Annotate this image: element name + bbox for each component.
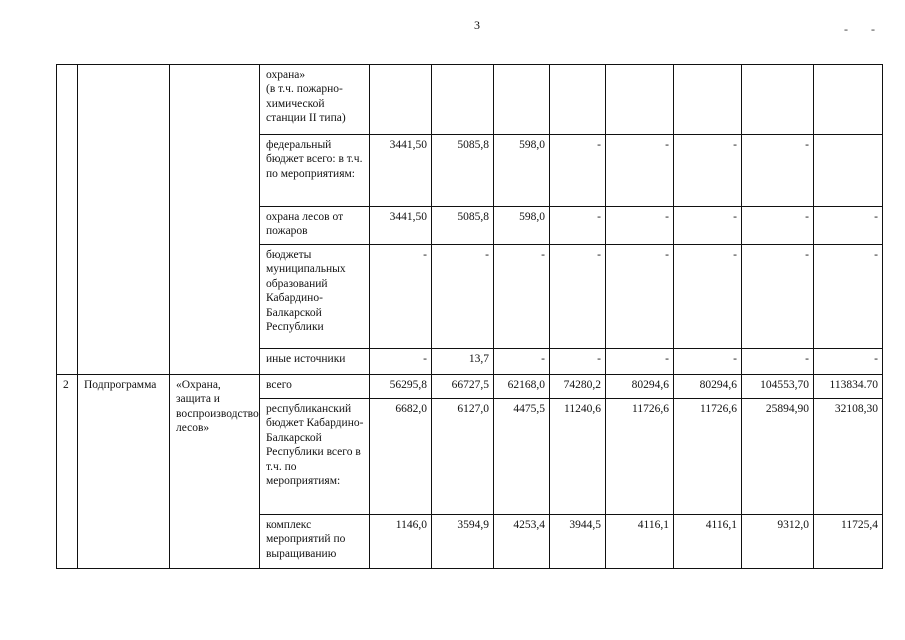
value-cell: - xyxy=(606,349,674,375)
index-cell xyxy=(57,65,78,375)
source-cell: комплекс мероприятий по выращиванию xyxy=(260,515,370,569)
value-cell xyxy=(814,135,883,207)
value-cell: - xyxy=(814,349,883,375)
page-number: 3 xyxy=(474,18,480,32)
subprogram-type: Подпрограмма xyxy=(78,375,170,569)
value-cell: 3594,9 xyxy=(432,515,494,569)
value-cell: - xyxy=(550,135,606,207)
value-cell: 11240,6 xyxy=(550,399,606,515)
value-cell: - xyxy=(494,245,550,349)
value-cell: - xyxy=(674,207,742,245)
value-cell: 6682,0 xyxy=(370,399,432,515)
value-cell: 25894,90 xyxy=(742,399,814,515)
source-cell: охрана лесов от пожаров xyxy=(260,207,370,245)
value-cell: 5085,8 xyxy=(432,135,494,207)
source-cell: иные источники xyxy=(260,349,370,375)
value-cell: - xyxy=(550,349,606,375)
value-cell: 13,7 xyxy=(432,349,494,375)
value-cell xyxy=(550,65,606,135)
value-cell xyxy=(494,65,550,135)
value-cell: 3944,5 xyxy=(550,515,606,569)
value-cell: - xyxy=(814,245,883,349)
source-cell: республиканский бюджет Кабардино-Балкарской Республики всего в т.ч. по мероприятиям: xyxy=(260,399,370,515)
source-cell: охрана» (в т.ч. пожарно-химической станции II типа) xyxy=(260,65,370,135)
value-cell: 80294,6 xyxy=(606,375,674,399)
value-cell: 32108,30 xyxy=(814,399,883,515)
value-cell: 5085,8 xyxy=(432,207,494,245)
subprogram-name: «Охрана, защита и воспроизводство лесов» xyxy=(170,375,260,569)
value-cell: - xyxy=(370,245,432,349)
value-cell xyxy=(370,65,432,135)
source-cell: бюджеты муниципальных образований Кабардино-Балкарской Республики xyxy=(260,245,370,349)
value-cell: - xyxy=(606,245,674,349)
value-cell: - xyxy=(674,245,742,349)
value-cell: - xyxy=(606,135,674,207)
value-cell: - xyxy=(742,207,814,245)
value-cell: 598,0 xyxy=(494,207,550,245)
value-cell: 113834.70 xyxy=(814,375,883,399)
value-cell: 9312,0 xyxy=(742,515,814,569)
value-cell: - xyxy=(674,349,742,375)
value-cell: 11726,6 xyxy=(606,399,674,515)
value-cell: 80294,6 xyxy=(674,375,742,399)
value-cell: - xyxy=(674,135,742,207)
value-cell: 74280,2 xyxy=(550,375,606,399)
table-section-top xyxy=(57,65,883,569)
value-cell: - xyxy=(370,349,432,375)
value-cell: - xyxy=(814,207,883,245)
value-cell xyxy=(606,65,674,135)
value-cell: - xyxy=(494,349,550,375)
value-cell: - xyxy=(742,135,814,207)
name-cell xyxy=(170,65,260,375)
table-row xyxy=(57,375,883,399)
value-cell xyxy=(814,65,883,135)
value-cell: 3441,50 xyxy=(370,135,432,207)
value-cell: - xyxy=(606,207,674,245)
value-cell: 1146,0 xyxy=(370,515,432,569)
value-cell: - xyxy=(550,245,606,349)
value-cell xyxy=(674,65,742,135)
value-cell: - xyxy=(550,207,606,245)
type-cell xyxy=(78,65,170,375)
value-cell: 56295,8 xyxy=(370,375,432,399)
value-cell: - xyxy=(742,245,814,349)
value-cell: - xyxy=(432,245,494,349)
source-cell: всего xyxy=(260,375,370,399)
value-cell xyxy=(432,65,494,135)
subprogram-index: 2 xyxy=(57,375,78,569)
value-cell: 62168,0 xyxy=(494,375,550,399)
value-cell: 3441,50 xyxy=(370,207,432,245)
corner-marks: - - xyxy=(844,22,885,36)
value-cell: 598,0 xyxy=(494,135,550,207)
value-cell: 66727,5 xyxy=(432,375,494,399)
value-cell: 11725,4 xyxy=(814,515,883,569)
value-cell: 104553,70 xyxy=(742,375,814,399)
value-cell: 4116,1 xyxy=(606,515,674,569)
value-cell xyxy=(742,65,814,135)
value-cell: 6127,0 xyxy=(432,399,494,515)
value-cell: - xyxy=(742,349,814,375)
table-row xyxy=(57,65,883,135)
value-cell: 11726,6 xyxy=(674,399,742,515)
source-cell: федеральный бюджет всего: в т.ч. по мероприятиям: xyxy=(260,135,370,207)
value-cell: 4475,5 xyxy=(494,399,550,515)
budget-table xyxy=(56,64,883,569)
value-cell: 4116,1 xyxy=(674,515,742,569)
value-cell: 4253,4 xyxy=(494,515,550,569)
